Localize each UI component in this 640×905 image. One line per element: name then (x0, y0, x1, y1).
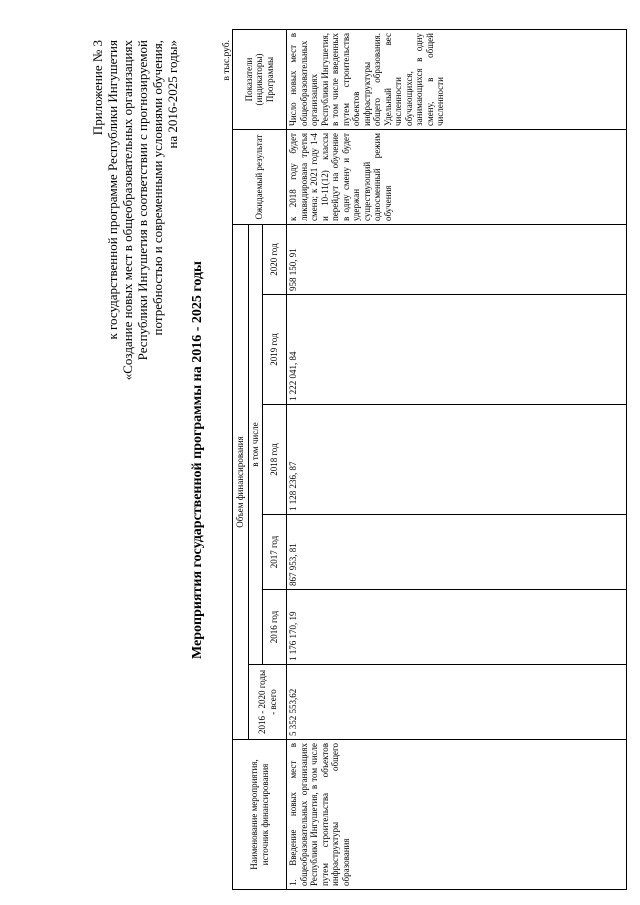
cell-2020: 958 150, 91 (287, 225, 627, 295)
appendix-line: потребностью и современными условиями обучения, (150, 40, 165, 336)
appendix-line: Приложение № 3 (90, 40, 105, 136)
header-year: 2019 год (263, 295, 287, 405)
unit-label: в тыс.руб. (222, 40, 232, 81)
cell-indicators: Число новых мест в общеобразовательных организациях Республики Ингушетия, в том числе введенных путем строительства объектов инфраструктуры общего образования. Удельный вес численности обучающихся, занимающихся в одну смену, в общей численности (287, 30, 627, 130)
document-title: Мероприятия государственной программы на 2016 - 2025 годы (190, 261, 205, 659)
header-result: Ожидаемый результат (233, 130, 287, 225)
table-row (287, 30, 627, 890)
header-total: 2016 - 2020 годы - всего (249, 665, 287, 740)
cell-2017: 867 953, 81 (287, 515, 627, 590)
cell-result: к 2018 году будет ликвидирована третья смена; к 2021 году 1-4 и 10-11(12) классы перейдут на обучение в одну смену и будет удержан существующий односменный режим обучения (287, 130, 627, 225)
cell-2018: 1 128 236, 87 (287, 405, 627, 515)
header-year: 2016 год (263, 590, 287, 665)
header-name: Наименование мероприятия, источник финансирования (233, 740, 287, 890)
appendix-line: «Создание новых мест в общеобразовательных организациях (120, 40, 135, 381)
header-funding: Объем финансирования (233, 225, 249, 740)
header-year: 2020 год (263, 225, 287, 295)
cell-2019: 1 222 041, 84 (287, 295, 627, 405)
header-including: в том числе (249, 225, 263, 665)
rotated-document-page (42, 30, 627, 890)
header-year: 2018 год (263, 405, 287, 515)
appendix-line: на 2016-2025 годы» (165, 40, 180, 149)
appendix-line: Республики Ингушетия в соответствии с прогнозируемой (135, 40, 150, 361)
header-indicators: Показатели (индикаторы) Программы (233, 30, 287, 130)
appendix-heading (90, 40, 180, 890)
measures-table (232, 29, 627, 890)
header-year: 2017 год (263, 515, 287, 590)
cell-name: 1. Введение новых мест в общеобразовательных организациях Республики Ингушетия, в том числе путем строительства объектов инфраструктуры общего образования (287, 740, 627, 890)
appendix-line: к государственной программе Республики Ингушетия (105, 40, 120, 340)
cell-total: 5 352 553,62 (287, 665, 627, 740)
cell-2016: 1 176 170, 19 (287, 590, 627, 665)
